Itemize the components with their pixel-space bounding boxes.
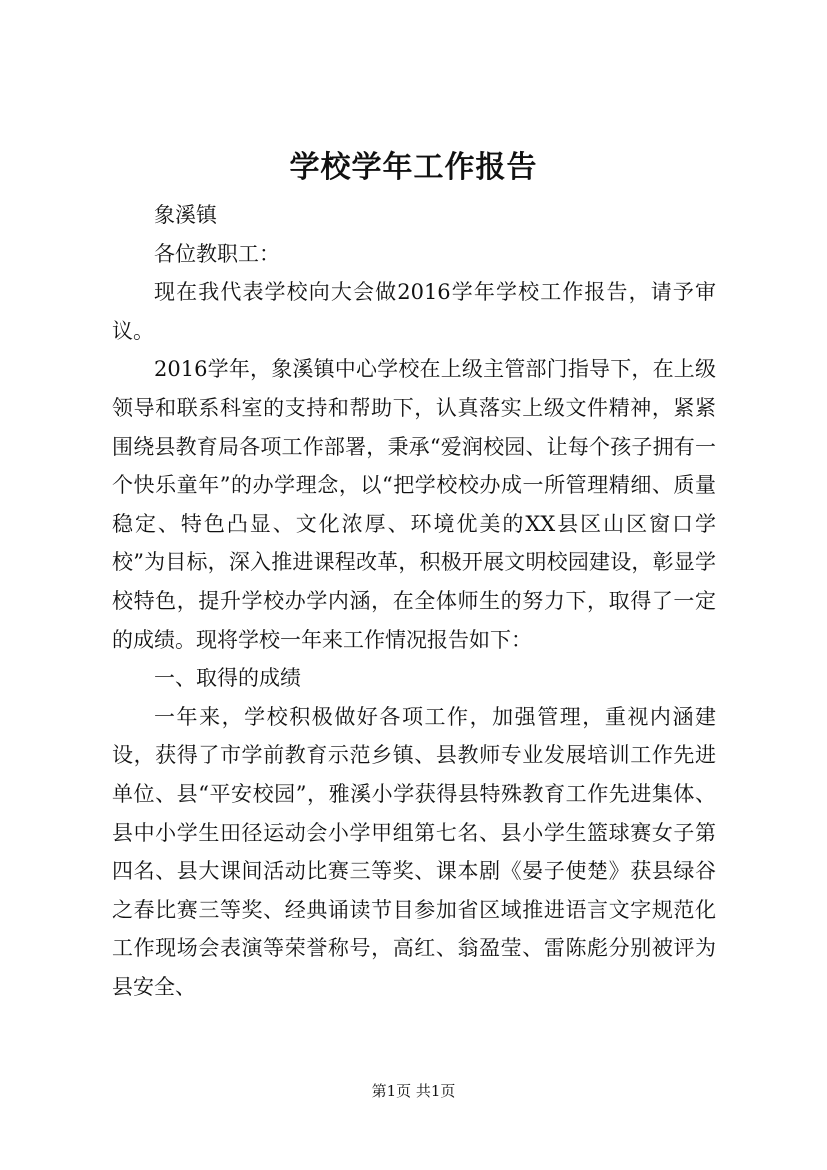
page-number: 第1页 共1页 — [371, 1082, 456, 1100]
section-heading-achievements: 一、取得的成绩 — [154, 666, 301, 691]
document-body — [112, 196, 716, 1006]
paragraph-achievements: 一年来，学校积极做好各项工作，加强管理，重视内涵建设，获得了市学前教育示范乡镇、县教师专业发展培训工作先进单位、县“平安校园”，雅溪小学获得县特殊教育工作先进集体、县中小学生田径运动会小学甲组第七名、县小学生篮球赛女子第四名、县大课间活动比赛三等奖、课本剧《晏子使楚》获县绿谷之春比赛三等奖、经典诵读节目参加省区域推进语言文字规范化工作现场会表演等荣誉称号，高红、翁盈莹、雷陈彪分别被评为县安全、 — [112, 704, 716, 999]
paragraph-overview: 2016学年，象溪镇中心学校在上级主管部门指导下，在上级领导和联系科室的支持和帮助下，认真落实上级文件精神，紧紧围绕县教育局各项工作部署，秉承“爱润校园、让每个孩子拥有一个快乐童年”的办学理念，以“把学校校办成一所管理精细、质量稳定、特色凸显、文化浓厚、环境优美的XX县区山区窗口学校”为目标，深入推进课程改革，积极开展文明校园建设，彰显学校特色，提升学校办学内涵，在全体师生的努力下，取得了一定的成绩。现将学校一年来工作情况报告如下： — [112, 357, 716, 652]
paragraph-salutation: 各位教职工： — [154, 241, 280, 266]
document-title: 学校学年工作报告 — [289, 150, 538, 185]
paragraph-township: 象溪镇 — [154, 203, 217, 227]
paragraph-intro: 现在我代表学校向大会做2016学年学校工作报告，请予审议。 — [112, 280, 716, 343]
